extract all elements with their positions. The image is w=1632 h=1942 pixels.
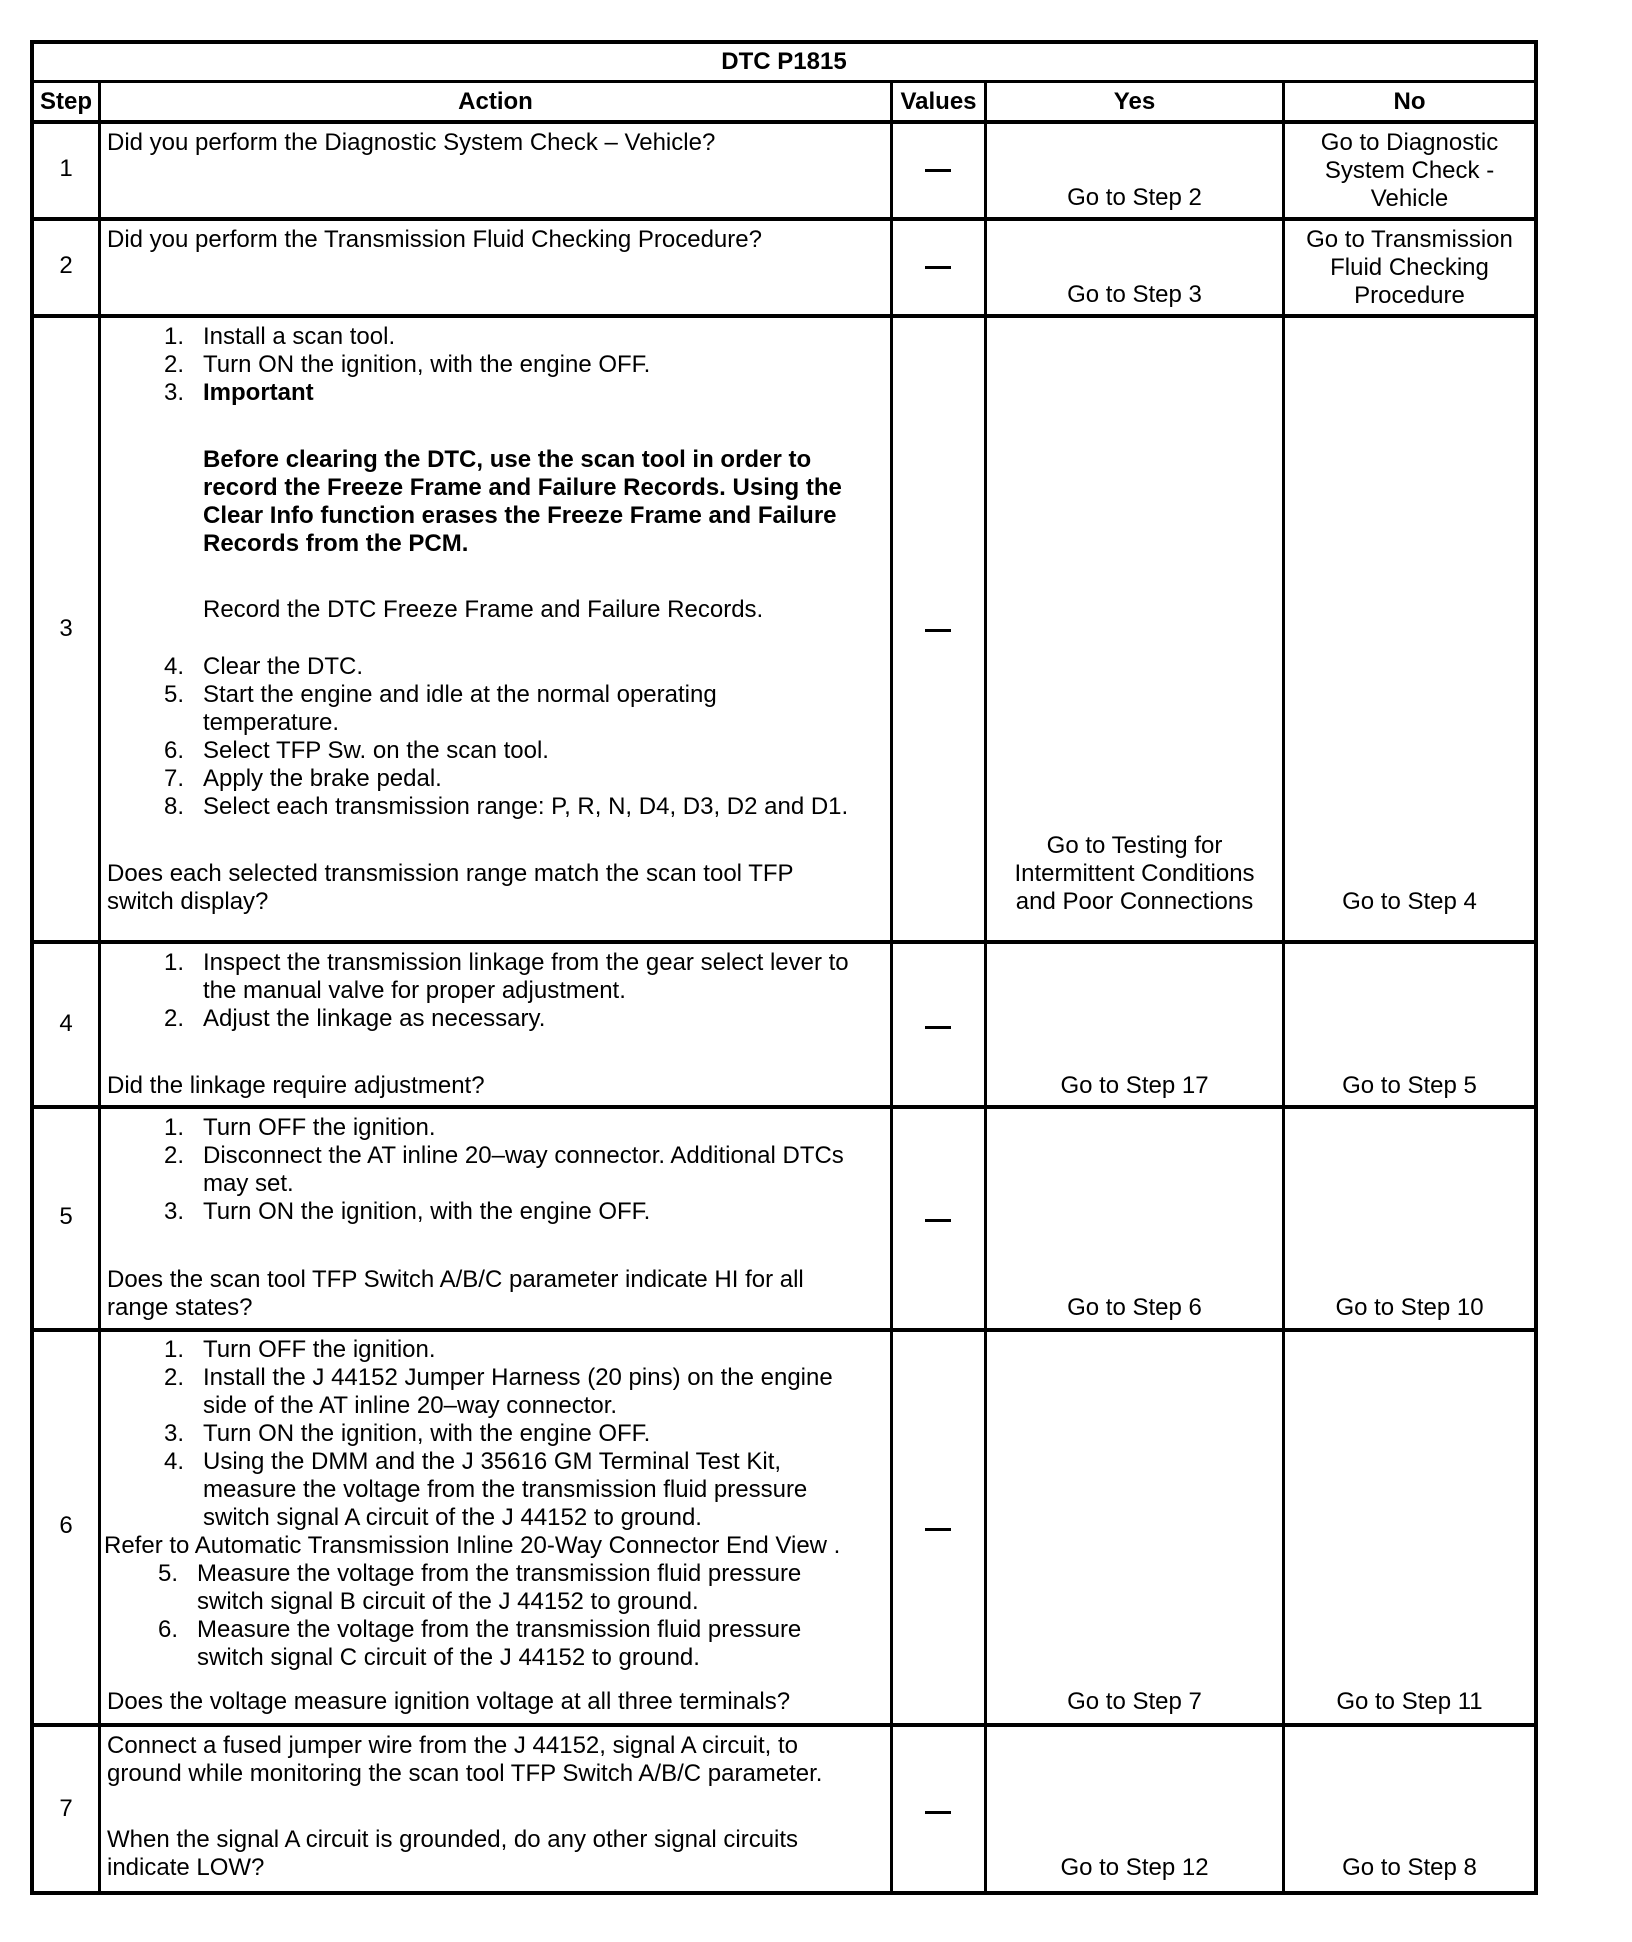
action-question: Did you perform the Transmission Fluid Checking Procedure? — [107, 226, 762, 253]
list-item: Turn OFF the ignition. — [203, 1336, 436, 1363]
action-question: Does the voltage measure ignition voltage at all three terminals? — [107, 1688, 791, 1715]
step-number: 2 — [59, 252, 73, 279]
step-number: 6 — [59, 1512, 73, 1539]
list-number: 5. — [163, 681, 184, 708]
column-divider — [890, 81, 893, 1891]
action-question: indicate LOW? — [107, 1854, 265, 1881]
values-text — [918, 1511, 919, 1540]
list-item: Turn ON the ignition, with the engine OFF. — [203, 351, 651, 378]
list-item: the manual valve for proper adjustment. — [203, 977, 626, 1004]
no-cell: Go to Step 11 — [1336, 1688, 1483, 1715]
list-number: 4. — [163, 653, 184, 680]
list-item: Turn OFF the ignition. — [203, 1114, 436, 1141]
action-paragraph: Connect a fused jumper wire from the J 44152, signal A circuit, to — [107, 1732, 799, 1759]
values-dash — [925, 1811, 951, 1814]
no-cell: Go to Step 4 — [1342, 888, 1477, 915]
yes-cell: Go to Step 12 — [1060, 1854, 1209, 1881]
values-text — [918, 154, 919, 183]
values-text — [918, 1009, 919, 1038]
list-number: 3. — [163, 1420, 184, 1447]
list-item: Inspect the transmission linkage from the gear select lever to — [203, 949, 849, 976]
no-cell: Procedure — [1354, 282, 1465, 309]
list-item: measure the voltage from the transmission fluid pressure — [203, 1476, 808, 1503]
list-number: 8. — [163, 793, 184, 820]
header-no: No — [1393, 88, 1426, 115]
header-action: Action — [458, 88, 533, 115]
step-number: 7 — [59, 1795, 73, 1822]
yes-cell: Go to Step 6 — [1067, 1294, 1202, 1321]
header-step: Step — [39, 88, 92, 115]
list-item: Select TFP Sw. on the scan tool. — [203, 737, 549, 764]
values-text — [918, 1794, 919, 1823]
values-dash — [925, 629, 951, 632]
yes-cell: Intermittent Conditions — [1014, 860, 1255, 887]
no-cell: Go to Transmission — [1306, 226, 1513, 253]
no-cell: Go to Diagnostic — [1320, 129, 1499, 156]
action-paragraph: ground while monitoring the scan tool TFP Switch A/B/C parameter. — [107, 1760, 823, 1787]
list-number: 2. — [163, 1364, 184, 1391]
list-number: 5. — [157, 1560, 178, 1587]
list-item: Disconnect the AT inline 20–way connector. Additional DTCs — [203, 1142, 844, 1169]
step-number: 1 — [59, 155, 73, 182]
important-label: Important — [203, 379, 314, 406]
important-note: Records from the PCM. — [203, 530, 469, 557]
list-number: 1. — [163, 1336, 184, 1363]
no-cell: Go to Step 8 — [1342, 1854, 1477, 1881]
list-number: 1. — [163, 949, 184, 976]
list-item: Clear the DTC. — [203, 653, 364, 680]
list-number: 7. — [163, 765, 184, 792]
list-item: Install a scan tool. — [203, 323, 396, 350]
list-item: Turn ON the ignition, with the engine OFF. — [203, 1198, 651, 1225]
important-note: record the Freeze Frame and Failure Records. Using the — [203, 474, 842, 501]
row-divider — [34, 120, 1534, 124]
row-divider — [34, 940, 1534, 944]
values-text — [918, 251, 919, 280]
no-cell: Go to Step 5 — [1342, 1072, 1477, 1099]
list-item: Measure the voltage from the transmission fluid pressure — [197, 1560, 802, 1587]
row-divider — [34, 1723, 1534, 1727]
list-number: 1. — [163, 323, 184, 350]
row-divider — [34, 1328, 1534, 1332]
list-item: temperature. — [203, 709, 340, 736]
no-cell: Vehicle — [1370, 185, 1449, 212]
values-dash — [925, 1219, 951, 1222]
important-note: Before clearing the DTC, use the scan tool in order to — [203, 446, 812, 473]
no-cell: Fluid Checking — [1330, 254, 1489, 281]
action-question: Did you perform the Diagnostic System Check – Vehicle? — [107, 129, 716, 156]
values-dash — [925, 266, 951, 269]
action-question: switch display? — [107, 888, 269, 915]
header-values: Values — [900, 88, 977, 115]
values-dash — [925, 169, 951, 172]
values-dash — [925, 1026, 951, 1029]
column-divider — [1282, 81, 1285, 1891]
row-divider — [34, 1105, 1534, 1109]
list-item: switch signal C circuit of the J 44152 to ground. — [197, 1644, 700, 1671]
yes-cell: Go to Testing for — [1046, 832, 1223, 859]
record-note: Record the DTC Freeze Frame and Failure Records. — [203, 596, 764, 623]
action-question: range states? — [107, 1294, 253, 1321]
list-number: 4. — [163, 1448, 184, 1475]
yes-cell: Go to Step 7 — [1067, 1688, 1202, 1715]
list-item: Turn ON the ignition, with the engine OFF. — [203, 1420, 651, 1447]
yes-cell: Go to Step 2 — [1067, 184, 1202, 211]
list-number: 3. — [163, 1198, 184, 1225]
list-item: switch signal A circuit of the J 44152 to ground. — [203, 1504, 702, 1531]
no-cell: System Check - — [1324, 157, 1495, 184]
step-number: 4 — [59, 1010, 73, 1037]
list-number: 1. — [163, 1114, 184, 1141]
values-dash — [925, 1528, 951, 1531]
list-number: 6. — [157, 1616, 178, 1643]
list-item: Adjust the linkage as necessary. — [203, 1005, 546, 1032]
action-question: Did the linkage require adjustment? — [107, 1072, 485, 1099]
values-text — [918, 1202, 919, 1231]
list-item: Select each transmission range: P, R, N, D4, D3, D2 and D1. — [203, 793, 849, 820]
important-note: Clear Info function erases the Freeze Frame and Failure — [203, 502, 837, 529]
list-number: 2. — [163, 351, 184, 378]
action-question: Does each selected transmission range match the scan tool TFP — [107, 860, 794, 887]
row-divider — [34, 314, 1534, 318]
list-item: switch signal B circuit of the J 44152 to ground. — [197, 1588, 699, 1615]
yes-cell: Go to Step 17 — [1060, 1072, 1209, 1099]
column-divider — [98, 81, 101, 1891]
action-question: When the signal A circuit is grounded, do any other signal circuits — [107, 1826, 799, 1853]
list-item: Start the engine and idle at the normal operating — [203, 681, 717, 708]
dtc-table — [30, 40, 1538, 1895]
header-yes: Yes — [1113, 88, 1156, 115]
action-question: Does the scan tool TFP Switch A/B/C parameter indicate HI for all — [107, 1266, 804, 1293]
yes-cell: Go to Step 3 — [1067, 281, 1202, 308]
refer-link-text: Refer to Automatic Transmission Inline 20-Way Connector End View . — [104, 1532, 841, 1559]
row-divider — [34, 80, 1534, 83]
row-divider — [34, 217, 1534, 221]
list-item: Apply the brake pedal. — [203, 765, 442, 792]
yes-cell: and Poor Connections — [1015, 888, 1254, 915]
column-divider — [984, 81, 987, 1891]
list-number: 3. — [163, 379, 184, 406]
list-number: 2. — [163, 1005, 184, 1032]
list-item: side of the AT inline 20–way connector. — [203, 1392, 618, 1419]
step-number: 5 — [59, 1203, 73, 1230]
list-item: Using the DMM and the J 35616 GM Terminal Test Kit, — [203, 1448, 782, 1475]
list-item: Measure the voltage from the transmission fluid pressure — [197, 1616, 802, 1643]
table-title: DTC P1815 — [721, 48, 847, 75]
values-text — [918, 614, 919, 643]
list-number: 2. — [163, 1142, 184, 1169]
list-item: may set. — [203, 1170, 294, 1197]
no-cell: Go to Step 10 — [1335, 1294, 1484, 1321]
list-item: Install the J 44152 Jumper Harness (20 pins) on the engine — [203, 1364, 833, 1391]
step-number: 3 — [59, 615, 73, 642]
list-number: 6. — [163, 737, 184, 764]
